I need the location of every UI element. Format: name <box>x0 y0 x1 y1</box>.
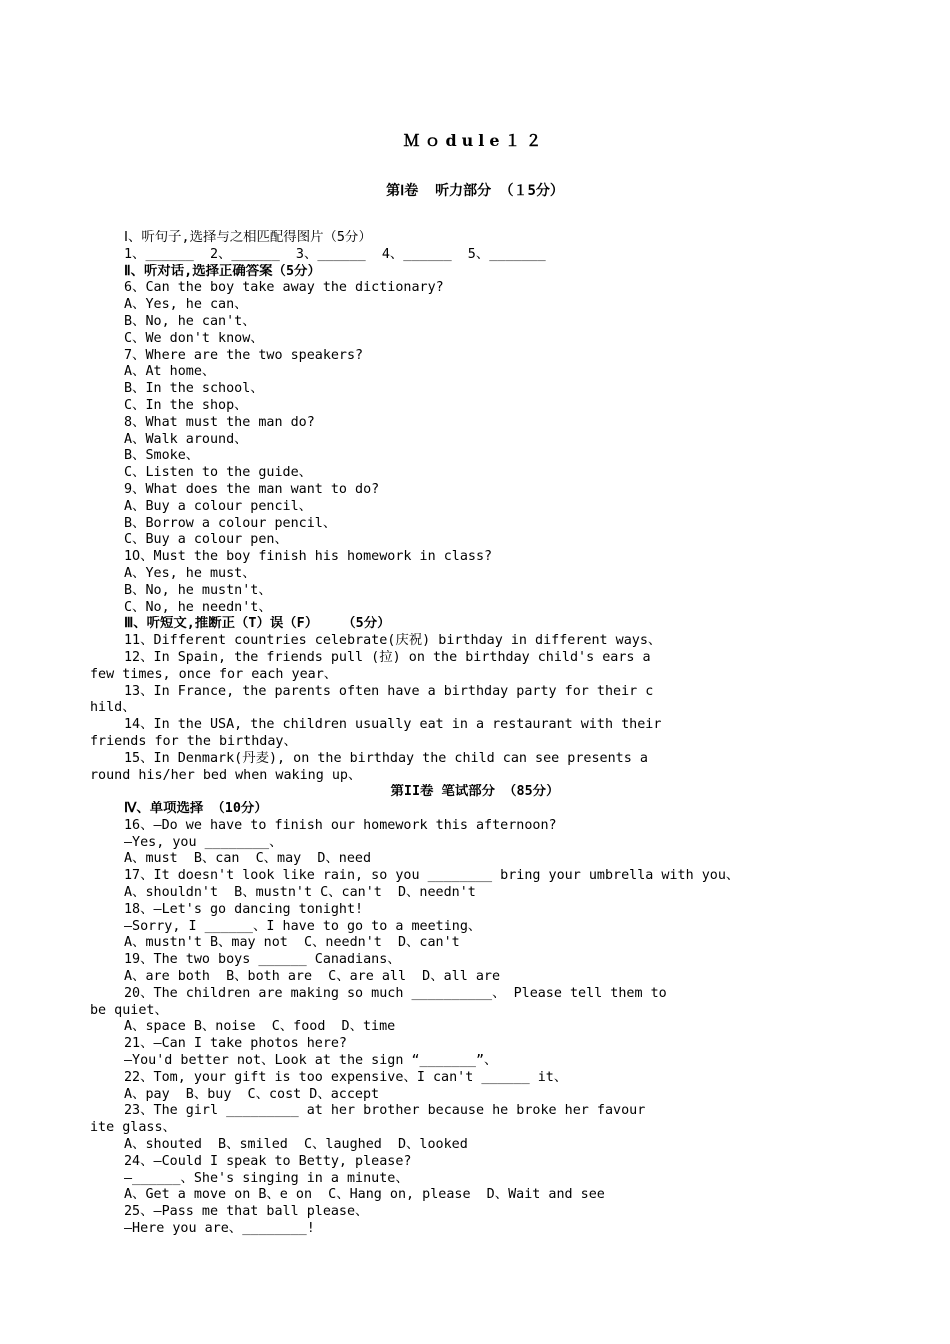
text-line: 22、Tom, your gift is too expensive、I can't ______ it、 <box>124 1069 568 1085</box>
text-line: C、We don't know、 <box>124 330 264 346</box>
text-line: be quiet、 <box>90 1002 168 1018</box>
text-line: 14、In the USA, the children usually eat in a restaurant with their <box>124 717 662 733</box>
text-line: —Here you are、________! <box>124 1221 315 1237</box>
text-line: A、shouldn't B、mustn't C、can't D、needn't <box>124 885 476 901</box>
text-line: Ⅱ、听对话,选择正确答案（5分） <box>124 263 321 279</box>
text-line: 20、The children are making so much __________、 Please tell them to <box>124 985 667 1001</box>
text-line: 17、It doesn't look like rain, so you ________ bring your umbrella with you、 <box>124 868 740 884</box>
text-line: 1、______ 2、______ 3、______ 4、______ 5、_______ <box>124 246 546 262</box>
page-title: Ｍｏdule１２ <box>403 131 547 150</box>
text-line: C、No, he needn't、 <box>124 599 272 615</box>
text-line: A、space B、noise C、food D、time <box>124 1019 396 1035</box>
text-line: —Yes, you ________、 <box>124 834 283 850</box>
text-line: 25、—Pass me that ball please、 <box>124 1204 369 1220</box>
text-line: A、At home、 <box>124 364 216 380</box>
part-one-heading: 第Ⅰ卷 听力部分 （１5分） <box>386 183 564 199</box>
text-line: 6、Can the boy take away the dictionary? <box>124 280 444 296</box>
text-line: friends for the birthday、 <box>90 733 297 749</box>
text-line: A、Yes, he must、 <box>124 565 256 581</box>
text-line: 8、What must the man do? <box>124 414 315 430</box>
text-line: C、Buy a colour pen、 <box>124 532 288 548</box>
text-line: 21、—Can I take photos here? <box>124 1036 347 1052</box>
text-line: A、Buy a colour pencil、 <box>124 498 313 514</box>
text-line: A、Walk around、 <box>124 431 248 447</box>
exam-content <box>90 230 860 1238</box>
text-line: B、No, he mustn't、 <box>124 582 272 598</box>
text-line: —______、She's singing in a minute、 <box>124 1170 409 1186</box>
text-line: 12、In Spain, the friends pull (拉) on the birthday child's ears a <box>124 649 651 665</box>
text-line: Ⅰ、听句子,选择与之相匹配得图片（5分） <box>124 230 372 245</box>
text-line: 9、What does the man want to do? <box>124 481 380 497</box>
text-line: Ⅳ、单项选择 （10分） <box>124 801 268 817</box>
text-line: C、Listen to the guide、 <box>124 465 313 481</box>
text-line: B、Smoke、 <box>124 448 200 464</box>
text-line: 13、In France, the parents often have a birthday party for their c <box>124 683 654 699</box>
text-line: —Sorry, I ______、I have to go to a meeting、 <box>124 918 482 934</box>
text-line: Ⅲ、听短文,推断正（T）误（F） （5分） <box>124 616 391 632</box>
text-line: B、Borrow a colour pencil、 <box>124 515 337 531</box>
text-line: B、No, he can't、 <box>124 313 256 329</box>
text-line: 第II卷 笔试部分 （85分） <box>390 784 560 800</box>
text-line: 23、The girl _________ at her brother because he broke her favour <box>124 1103 646 1119</box>
text-line: B、In the school、 <box>124 381 264 397</box>
text-line: round his/her bed when waking up、 <box>90 767 362 783</box>
text-line: 7、Where are the two speakers? <box>124 347 364 363</box>
text-line: hild、 <box>90 700 136 716</box>
text-line: A、pay B、buy C、cost D、accept <box>124 1086 380 1102</box>
text-line: A、Get a move on B、e on C、Hang on, please D、Wait and see <box>124 1187 605 1203</box>
text-line: 1O、Must the boy finish his homework in class? <box>124 549 493 565</box>
text-line: 16、—Do we have to finish our homework this afternoon? <box>124 817 557 833</box>
text-line: A、must B、can C、may D、need <box>124 851 372 867</box>
text-line: A、shouted B、smiled C、laughed D、looked <box>124 1137 468 1153</box>
text-line: A、are both B、both are C、are all D、all are <box>124 969 501 985</box>
text-line: 19、The two boys ______ Canadians、 <box>124 952 401 968</box>
text-line: 15、In Denmark(丹麦), on the birthday the child can see presents a <box>124 750 648 766</box>
text-line: A、Yes, he can、 <box>124 297 248 313</box>
text-line: —You'd better not、Look at the sign “_______”、 <box>124 1053 498 1069</box>
text-line: C、In the shop、 <box>124 397 248 413</box>
text-line: 11、Different countries celebrate(庆祝) birthday in different ways、 <box>124 633 662 649</box>
text-line: 24、—Could I speak to Betty, please? <box>124 1153 412 1169</box>
text-line: few times, once for each year、 <box>90 666 338 682</box>
text-line: ite glass、 <box>90 1120 176 1136</box>
text-line: 18、—Let's go dancing tonight! <box>124 901 364 917</box>
text-line: A、mustn't B、may not C、needn't D、can't <box>124 935 460 951</box>
